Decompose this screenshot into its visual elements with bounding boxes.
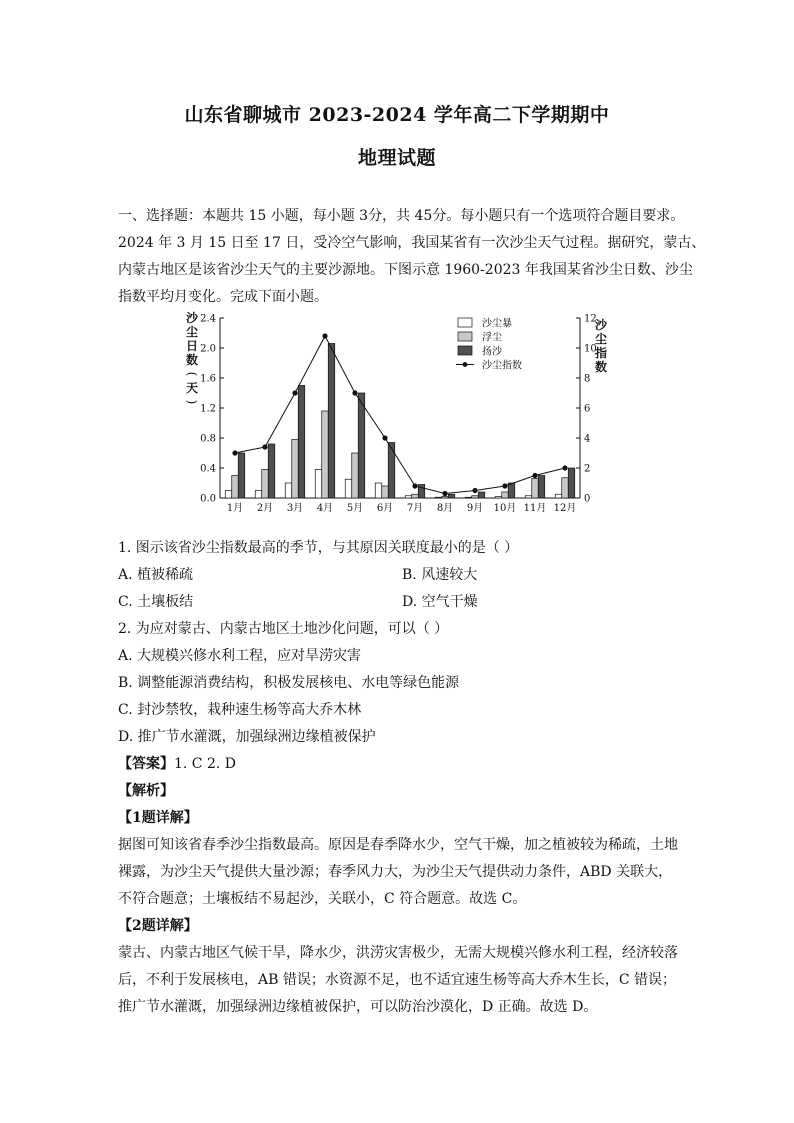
right-tick-label: 0	[584, 493, 591, 505]
bar-floating-dust	[322, 411, 329, 498]
bar-floating-dust	[442, 497, 449, 499]
left-axis-label-char: (	[185, 371, 199, 377]
left-axis-label-char: 尘	[185, 325, 199, 339]
detail-1-line-1: 据图可知该省春季沙尘指数最高。原因是春季降水少，空气干燥，加之植被较为稀疏，土地	[118, 837, 678, 853]
index-point	[472, 488, 477, 493]
bar-sandstorm	[225, 491, 232, 499]
detail-2-line-2: 后，不利于发展核电，AB 错误；水资源不足，也不适宜速生杨等高大乔木生长，C 错误；	[118, 972, 677, 988]
bar-sandstorm	[285, 483, 292, 498]
bar-blowing-sand	[328, 344, 335, 499]
bar-sandstorm	[465, 497, 472, 498]
right-tick-label: 4	[584, 433, 591, 445]
left-tick-label: 2.4	[200, 313, 216, 325]
left-axis-label-char: 沙	[185, 311, 199, 325]
bar-blowing-sand	[568, 468, 575, 498]
answer-label: 【答案】	[118, 756, 174, 772]
right-axis-label-char: 尘	[594, 332, 608, 346]
detail-1-label: 【1题详解】	[118, 810, 198, 826]
left-tick-label: 2.0	[200, 343, 216, 355]
legend-label: 浮尘	[482, 332, 502, 344]
q2-option-b: B. 调整能源消费结构，积极发展核电、水电等绿色能源	[118, 675, 460, 691]
detail-1-line-3: 不符合题意；土壤板结不易起沙，关联小，C 符合题意。故选 C。	[118, 891, 527, 907]
bar-sandstorm	[435, 497, 442, 498]
intro-line-2: 2024 年 3 月 15 日至 17 日，受冷空气影响，我国某省有一次沙尘天气过程。据研究，蒙古、	[118, 235, 706, 251]
x-tick-label: 6月	[376, 503, 394, 514]
analysis-label: 【解析】	[118, 783, 174, 799]
bar-blowing-sand	[268, 444, 275, 498]
bar-blowing-sand	[298, 386, 305, 499]
bar-blowing-sand	[388, 443, 395, 499]
q2-option-d: D. 推广节水灌溉，加强绿洲边缘植被保护	[118, 729, 376, 745]
bar-sandstorm	[495, 497, 502, 499]
q1-option-b: B. 风速较大	[402, 567, 478, 583]
legend-swatch	[458, 318, 472, 327]
x-tick-label: 1月	[226, 503, 244, 514]
detail-2-line-1: 蒙古、内蒙古地区气候干旱，降水少，洪涝灾害极少，无需大规模兴修水利工程，经济较落	[118, 945, 678, 961]
left-tick-label: 0.0	[200, 493, 216, 505]
legend-swatch	[458, 332, 472, 341]
bar-floating-dust	[472, 496, 479, 498]
right-tick-label: 8	[584, 373, 591, 385]
x-tick-label: 12月	[553, 503, 577, 514]
left-axis-label-char: 日	[185, 339, 199, 353]
left-axis-label-char: 数	[185, 353, 199, 367]
intro-line-4: 指数平均月变化。完成下面小题。	[118, 289, 328, 305]
chart-legend	[456, 317, 522, 372]
right-tick-label: 10	[584, 343, 597, 355]
q1-option-a: A. 植被稀疏	[118, 567, 194, 583]
chart-index-line	[232, 333, 567, 496]
left-tick-label: 0.8	[200, 433, 216, 445]
index-point	[232, 450, 237, 455]
left-tick-label: 0.4	[200, 463, 216, 475]
q2-option-c: C. 封沙禁牧，栽种速生杨等高大乔木林	[118, 702, 362, 718]
index-point	[412, 483, 417, 488]
right-axis-label-char: 指	[594, 346, 608, 360]
bar-floating-dust	[412, 494, 419, 498]
answer-text: 1. C 2. D	[174, 756, 237, 772]
intro-line-1: 一、选择题：本题共 15 小题，每小题 3分，共 45分。每小题只有一个选项符合题目要求。	[118, 208, 685, 224]
dust-chart	[180, 310, 620, 522]
x-tick-label: 8月	[436, 503, 454, 514]
detail-1-line-2: 裸露，为沙尘天气提供大量沙源；春季风力大，为沙尘天气提供动力条件，ABD 关联大，	[118, 864, 673, 880]
index-point	[352, 390, 357, 395]
index-point	[562, 465, 567, 470]
bar-blowing-sand	[508, 483, 515, 498]
x-tick-label: 9月	[466, 503, 484, 514]
detail-2-line-3: 推广节水灌溉，加强绿洲边缘植被保护，可以防治沙漠化，D 正确。故选 D。	[118, 999, 598, 1015]
left-tick-label: 1.2	[200, 403, 216, 415]
bar-floating-dust	[502, 492, 509, 498]
q1-option-d: D. 空气干燥	[402, 594, 478, 610]
bar-blowing-sand	[238, 453, 245, 498]
index-point	[382, 435, 387, 440]
bar-floating-dust	[232, 476, 239, 499]
chart-bars	[225, 344, 575, 499]
bar-sandstorm	[345, 479, 352, 498]
bar-blowing-sand	[538, 476, 545, 499]
bar-floating-dust	[532, 479, 539, 499]
x-tick-label: 7月	[406, 503, 424, 514]
q1-stem: 1. 图示该省沙尘指数最高的季节，与其原因关联度最小的是（ ）	[118, 540, 519, 556]
answer-line	[118, 753, 236, 773]
right-tick-label: 2	[584, 463, 591, 475]
bar-floating-dust	[382, 486, 389, 498]
bar-sandstorm	[375, 483, 382, 498]
index-point	[292, 390, 297, 395]
left-axis-label-char: 天	[185, 381, 199, 395]
bar-sandstorm	[405, 496, 412, 498]
bar-floating-dust	[292, 440, 299, 499]
bar-blowing-sand	[448, 494, 455, 498]
legend-label: 沙尘指数	[482, 360, 522, 372]
legend-label: 扬沙	[482, 346, 502, 358]
right-axis-label-char: 数	[594, 360, 608, 374]
bar-sandstorm	[555, 494, 562, 498]
index-point	[262, 444, 267, 449]
page-title: 山东省聊城市 2023-2024 学年高二下学期期中	[184, 104, 610, 126]
index-point	[322, 333, 327, 338]
bar-floating-dust	[262, 470, 269, 499]
left-axis-label-char: )	[185, 399, 199, 405]
x-tick-label: 2月	[256, 503, 274, 514]
intro-line-3: 内蒙古地区是该省沙尘天气的主要沙源地。下图示意 1960-2023 年我国某省沙尘日数、沙尘	[118, 262, 693, 278]
legend-label: 沙尘暴	[482, 318, 512, 330]
index-point	[442, 491, 447, 496]
x-tick-label: 5月	[346, 503, 364, 514]
q2-option-a: A. 大规模兴修水利工程，应对旱涝灾害	[118, 648, 362, 664]
x-tick-label: 4月	[316, 503, 334, 514]
right-axis-label-char: 沙	[594, 318, 608, 332]
bar-sandstorm	[255, 491, 262, 499]
x-tick-label: 11月	[523, 503, 547, 514]
x-tick-label: 10月	[493, 503, 517, 514]
index-point	[532, 473, 537, 478]
page-subtitle: 地理试题	[357, 147, 436, 169]
detail-2-label: 【2题详解】	[118, 918, 198, 934]
index-point	[502, 483, 507, 488]
x-tick-label: 3月	[286, 503, 304, 514]
q1-option-c: C. 土壤板结	[118, 594, 194, 610]
right-tick-label: 6	[584, 403, 591, 415]
right-tick-label: 12	[584, 313, 597, 325]
bar-sandstorm	[525, 496, 532, 498]
bar-sandstorm	[315, 470, 322, 499]
bar-blowing-sand	[478, 492, 485, 498]
left-tick-label: 1.6	[200, 373, 216, 385]
bar-blowing-sand	[358, 393, 365, 498]
legend-swatch	[458, 346, 472, 355]
bar-floating-dust	[352, 453, 359, 498]
legend-point-swatch	[463, 362, 468, 367]
bar-floating-dust	[562, 478, 569, 498]
bar-blowing-sand	[418, 485, 425, 499]
q2-stem: 2. 为应对蒙古、内蒙古地区土地沙化问题，可以（ ）	[118, 621, 449, 637]
